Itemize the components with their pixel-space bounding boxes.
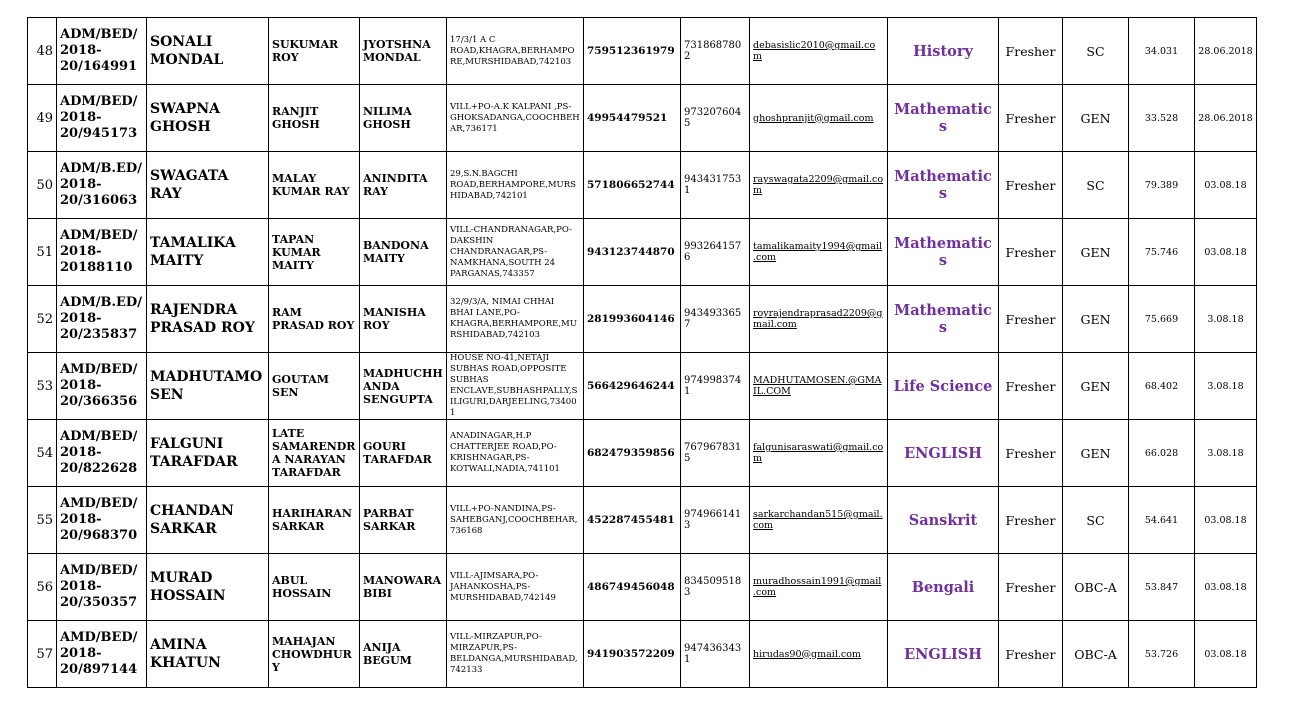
aadhaar-number-cell: 49954479521 xyxy=(584,85,681,152)
date-cell: 28.06.2018 xyxy=(1195,18,1257,85)
application-number-cell: ADM/BED/2018-20/822628 xyxy=(57,420,147,487)
table-body xyxy=(28,18,1257,688)
father-name-cell: MALAY KUMAR RAY xyxy=(269,152,360,219)
table-row xyxy=(28,18,1257,85)
subject-cell: Mathematics xyxy=(888,286,999,353)
table-row xyxy=(28,487,1257,554)
table-row xyxy=(28,621,1257,688)
application-number-cell: ADM/BED/2018-20/164991 xyxy=(57,18,147,85)
subject-cell: History xyxy=(888,18,999,85)
serial-number-cell: 54 xyxy=(28,420,57,487)
father-name-cell: MAHAJAN CHOWDHURY xyxy=(269,621,360,688)
candidate-name-cell: MADHUTAMO SEN xyxy=(147,353,269,420)
application-number-cell: ADM/BED/2018-20188110 xyxy=(57,219,147,286)
category-cell: OBC-A xyxy=(1063,554,1129,621)
application-number-cell: AMD/BED/2018-20/350357 xyxy=(57,554,147,621)
candidate-name-cell: FALGUNI TARAFDAR xyxy=(147,420,269,487)
status-cell: Fresher xyxy=(999,353,1063,420)
phone-number-cell: 9434933657 xyxy=(681,286,750,353)
candidate-name-cell: AMINA KHATUN xyxy=(147,621,269,688)
address-cell: 29,S.N.BAGCHI ROAD,BERHAMPORE,MURSHIDABAD,742101 xyxy=(447,152,584,219)
application-number-cell: ADM/B.ED/2018-20/316063 xyxy=(57,152,147,219)
date-cell: 03.08.18 xyxy=(1195,219,1257,286)
status-cell: Fresher xyxy=(999,420,1063,487)
subject-cell: Mathematics xyxy=(888,219,999,286)
serial-number-cell: 56 xyxy=(28,554,57,621)
aadhaar-number-cell: 759512361979 xyxy=(584,18,681,85)
address-cell: VILL+PO-NANDINA,PS-SAHEBGANJ,COOCHBEHAR,736168 xyxy=(447,487,584,554)
category-cell: GEN xyxy=(1063,420,1129,487)
serial-number-cell: 53 xyxy=(28,353,57,420)
table-row xyxy=(28,219,1257,286)
serial-number-cell: 57 xyxy=(28,621,57,688)
email-cell[interactable]: royrajendraprasad2209@gmail.com xyxy=(750,286,888,353)
serial-number-cell: 50 xyxy=(28,152,57,219)
serial-number-cell: 55 xyxy=(28,487,57,554)
category-cell: OBC-A xyxy=(1063,621,1129,688)
address-cell: VILL-MIRZAPUR,PO-MIRZAPUR,PS-BELDANGA,MURSHIDABAD,742133 xyxy=(447,621,584,688)
score-cell: 68.402 xyxy=(1129,353,1195,420)
mother-name-cell: GOURI TARAFDAR xyxy=(360,420,447,487)
category-cell: GEN xyxy=(1063,219,1129,286)
subject-cell: Mathematics xyxy=(888,152,999,219)
phone-number-cell: 7318687802 xyxy=(681,18,750,85)
mother-name-cell: NILIMA GHOSH xyxy=(360,85,447,152)
email-cell[interactable]: falgunisaraswati@gmail.com xyxy=(750,420,888,487)
subject-cell: Life Science xyxy=(888,353,999,420)
address-cell: 17/3/1 A C ROAD,KHAGRA,BERHAMPORE,MURSHIDABAD,742103 xyxy=(447,18,584,85)
date-cell: 03.08.18 xyxy=(1195,621,1257,688)
status-cell: Fresher xyxy=(999,152,1063,219)
address-cell: 32/9/3/A, NIMAI CHHAI BHAI LANE,PO-KHAGRA,BERHAMPORE,MURSHIDABAD,742103 xyxy=(447,286,584,353)
mother-name-cell: MANOWARA BIBI xyxy=(360,554,447,621)
category-cell: SC xyxy=(1063,152,1129,219)
category-cell: GEN xyxy=(1063,286,1129,353)
email-cell[interactable]: sarkarchandan515@gmail.com xyxy=(750,487,888,554)
aadhaar-number-cell: 571806652744 xyxy=(584,152,681,219)
phone-number-cell: 8345095183 xyxy=(681,554,750,621)
aadhaar-number-cell: 943123744870 xyxy=(584,219,681,286)
score-cell: 79.389 xyxy=(1129,152,1195,219)
mother-name-cell: ANINDITA RAY xyxy=(360,152,447,219)
aadhaar-number-cell: 281993604146 xyxy=(584,286,681,353)
father-name-cell: GOUTAM SEN xyxy=(269,353,360,420)
date-cell: 3.08.18 xyxy=(1195,420,1257,487)
candidate-name-cell: SWAGATA RAY xyxy=(147,152,269,219)
subject-cell: ENGLISH xyxy=(888,621,999,688)
application-number-cell: AMD/BED/2018-20/968370 xyxy=(57,487,147,554)
table-row xyxy=(28,554,1257,621)
candidate-name-cell: RAJENDRA PRASAD ROY xyxy=(147,286,269,353)
application-number-cell: ADM/BED/2018-20/945173 xyxy=(57,85,147,152)
status-cell: Fresher xyxy=(999,219,1063,286)
application-number-cell: AMD/BED/2018-20/366356 xyxy=(57,353,147,420)
status-cell: Fresher xyxy=(999,621,1063,688)
email-cell[interactable]: debasislic2010@gmail.com xyxy=(750,18,888,85)
aadhaar-number-cell: 941903572209 xyxy=(584,621,681,688)
candidate-name-cell: SWAPNA GHOSH xyxy=(147,85,269,152)
mother-name-cell: MANISHA ROY xyxy=(360,286,447,353)
subject-cell: Sanskrit xyxy=(888,487,999,554)
address-cell: VILL-AJIMSARA,PO-JAHANKOSHA,PS-MURSHIDABAD,742149 xyxy=(447,554,584,621)
date-cell: 3.08.18 xyxy=(1195,286,1257,353)
status-cell: Fresher xyxy=(999,554,1063,621)
father-name-cell: HARIHARAN SARKAR xyxy=(269,487,360,554)
phone-number-cell: 9749983741 xyxy=(681,353,750,420)
email-cell[interactable]: tamalikamaity1994@gmail.com xyxy=(750,219,888,286)
aadhaar-number-cell: 566429646244 xyxy=(584,353,681,420)
serial-number-cell: 48 xyxy=(28,18,57,85)
aadhaar-number-cell: 452287455481 xyxy=(584,487,681,554)
serial-number-cell: 52 xyxy=(28,286,57,353)
mother-name-cell: JYOTSHNA MONDAL xyxy=(360,18,447,85)
email-cell[interactable]: hirudas90@gmail.com xyxy=(750,621,888,688)
category-cell: GEN xyxy=(1063,85,1129,152)
table-row xyxy=(28,286,1257,353)
table-row xyxy=(28,420,1257,487)
score-cell: 33.528 xyxy=(1129,85,1195,152)
mother-name-cell: ANIJA BEGUM xyxy=(360,621,447,688)
date-cell: 28.06.2018 xyxy=(1195,85,1257,152)
phone-number-cell: 9749661413 xyxy=(681,487,750,554)
score-cell: 53.847 xyxy=(1129,554,1195,621)
phone-number-cell: 9932641576 xyxy=(681,219,750,286)
date-cell: 03.08.18 xyxy=(1195,487,1257,554)
address-cell: ANADINAGAR,H.P CHATTERJEE ROAD,PO-KRISHNAGAR,PS-KOTWALI,NADIA,741101 xyxy=(447,420,584,487)
candidate-name-cell: TAMALIKA MAITY xyxy=(147,219,269,286)
email-cell[interactable]: MADHUTAMOSEN.@GMAIL.COM xyxy=(750,353,888,420)
mother-name-cell: MADHUCHHANDA SENGUPTA xyxy=(360,353,447,420)
aadhaar-number-cell: 682479359856 xyxy=(584,420,681,487)
father-name-cell: RAM PRASAD ROY xyxy=(269,286,360,353)
father-name-cell: SUKUMAR ROY xyxy=(269,18,360,85)
father-name-cell: RANJIT GHOSH xyxy=(269,85,360,152)
score-cell: 75.669 xyxy=(1129,286,1195,353)
email-cell[interactable]: ghoshpranjit@gmail.com xyxy=(750,85,888,152)
date-cell: 03.08.18 xyxy=(1195,152,1257,219)
mother-name-cell: BANDONA MAITY xyxy=(360,219,447,286)
address-cell: HOUSE NO-41,NETAJI SUBHAS ROAD,OPPOSITE SUBHAS ENCLAVE,SUBHASHPALLY,SILIGURI,DARJEELING,734001 xyxy=(447,353,584,420)
email-cell[interactable]: muradhossain1991@gmail.com xyxy=(750,554,888,621)
table-row xyxy=(28,152,1257,219)
admission-list-table xyxy=(27,17,1257,688)
date-cell: 03.08.18 xyxy=(1195,554,1257,621)
address-cell: VILL-CHANDRANAGAR,PO-DAKSHIN CHANDRANAGAR,PS-NAMKHANA,SOUTH 24 PARGANAS,743357 xyxy=(447,219,584,286)
score-cell: 75.746 xyxy=(1129,219,1195,286)
father-name-cell: ABUL HOSSAIN xyxy=(269,554,360,621)
score-cell: 54.641 xyxy=(1129,487,1195,554)
application-number-cell: ADM/B.ED/2018-20/235837 xyxy=(57,286,147,353)
score-cell: 34.031 xyxy=(1129,18,1195,85)
father-name-cell: LATE SAMARENDRA NARAYAN TARAFDAR xyxy=(269,420,360,487)
date-cell: 3.08.18 xyxy=(1195,353,1257,420)
application-number-cell: AMD/BED/2018-20/897144 xyxy=(57,621,147,688)
father-name-cell: TAPAN KUMAR MAITY xyxy=(269,219,360,286)
subject-cell: Bengali xyxy=(888,554,999,621)
category-cell: SC xyxy=(1063,18,1129,85)
status-cell: Fresher xyxy=(999,487,1063,554)
status-cell: Fresher xyxy=(999,85,1063,152)
serial-number-cell: 49 xyxy=(28,85,57,152)
phone-number-cell: 9474363431 xyxy=(681,621,750,688)
table-row xyxy=(28,85,1257,152)
phone-number-cell: 7679678315 xyxy=(681,420,750,487)
subject-cell: Mathematics xyxy=(888,85,999,152)
candidate-name-cell: MURAD HOSSAIN xyxy=(147,554,269,621)
table-row xyxy=(28,353,1257,420)
score-cell: 53.726 xyxy=(1129,621,1195,688)
mother-name-cell: PARBAT SARKAR xyxy=(360,487,447,554)
phone-number-cell: 9434317531 xyxy=(681,152,750,219)
aadhaar-number-cell: 486749456048 xyxy=(584,554,681,621)
score-cell: 66.028 xyxy=(1129,420,1195,487)
subject-cell: ENGLISH xyxy=(888,420,999,487)
category-cell: GEN xyxy=(1063,353,1129,420)
email-cell[interactable]: rayswagata2209@gmail.com xyxy=(750,152,888,219)
candidate-name-cell: SONALI MONDAL xyxy=(147,18,269,85)
phone-number-cell: 9732076045 xyxy=(681,85,750,152)
candidate-name-cell: CHANDAN SARKAR xyxy=(147,487,269,554)
status-cell: Fresher xyxy=(999,286,1063,353)
address-cell: VILL+PO-A.K KALPANI ,PS-GHOKSADANGA,COOCHBEHAR,736171 xyxy=(447,85,584,152)
serial-number-cell: 51 xyxy=(28,219,57,286)
status-cell: Fresher xyxy=(999,18,1063,85)
category-cell: SC xyxy=(1063,487,1129,554)
